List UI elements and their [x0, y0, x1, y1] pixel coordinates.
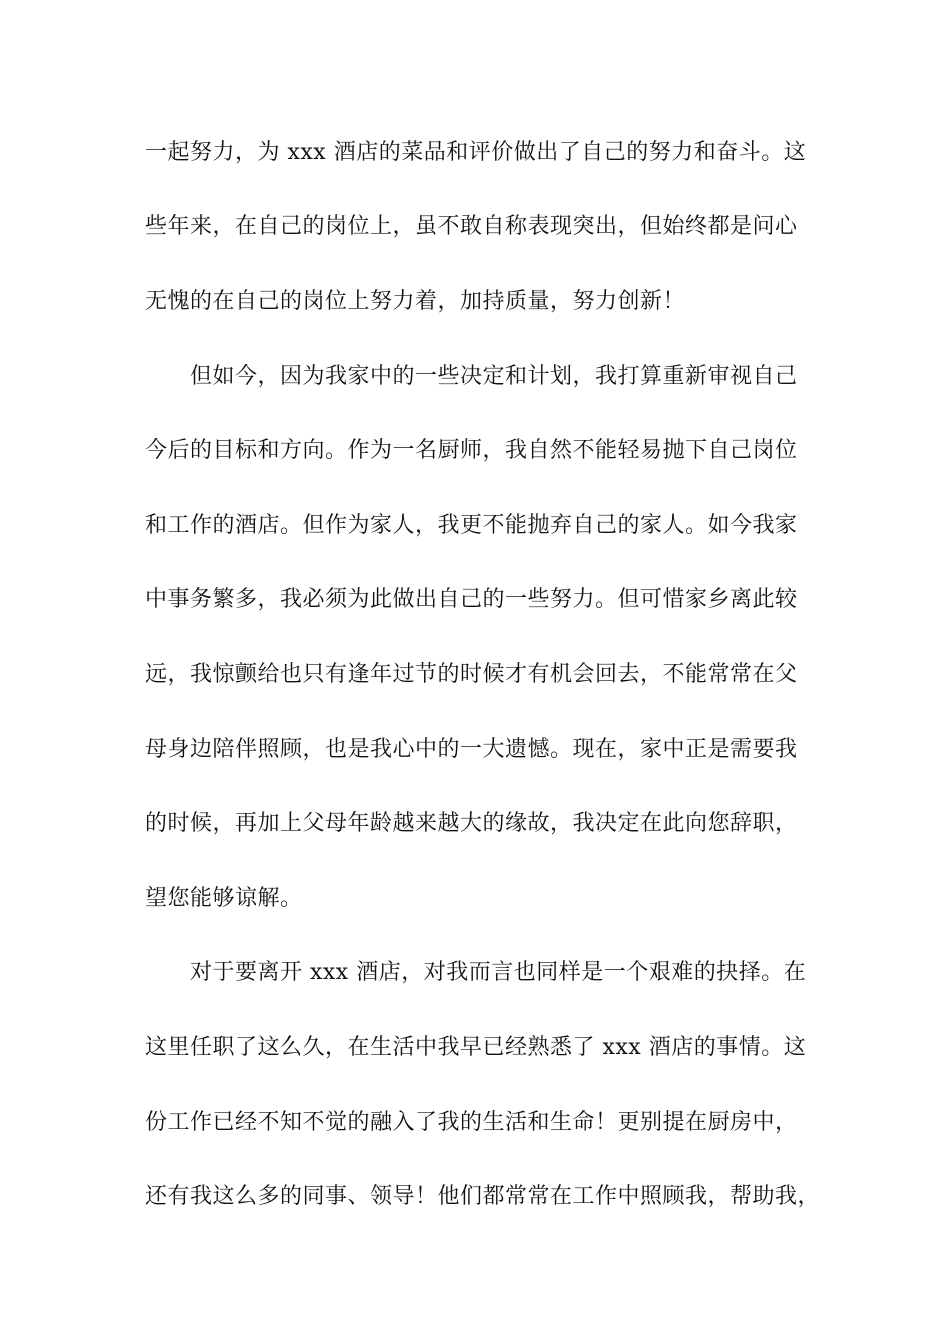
text-line-12-paragraph-start: 对于要离开 xxx 酒店，对我而言也同样是一个艰难的抉择。在 — [190, 960, 807, 985]
text-line-5: 今后的目标和方向。作为一名厨师，我自然不能轻易抛下自己岗位 — [145, 438, 798, 463]
text-line-6: 和工作的酒店。但作为家人，我更不能抛弃自己的家人。如今我家 — [145, 513, 798, 538]
text-line-15: 还有我这么多的同事、领导！他们都常常在工作中照顾我，帮助我， — [145, 1184, 821, 1209]
text-line-14: 份工作已经不知不觉的融入了我的生活和生命！更别提在厨房中， — [145, 1110, 798, 1135]
text-line-1: 一起努力，为 xxx 酒店的菜品和评价做出了自己的努力和奋斗。这 — [145, 140, 807, 165]
text-line-10: 的时候，再加上父母年龄越来越大的缘故，我决定在此向您辞职， — [145, 811, 798, 836]
text-line-7: 中事务繁多，我必须为此做出自己的一些努力。但可惜家乡离此较 — [145, 587, 798, 612]
text-line-8: 远，我惊颤给也只有逢年过节的时候才有机会回去，不能常常在父 — [145, 662, 798, 687]
text-line-9: 母身边陪伴照顾，也是我心中的一大遗憾。现在，家中正是需要我 — [145, 737, 798, 762]
text-line-13: 这里任职了这么久，在生活中我早已经熟悉了 xxx 酒店的事情。这 — [145, 1035, 807, 1060]
text-line-11: 望您能够谅解。 — [145, 886, 303, 911]
text-line-2: 些年来，在自己的岗位上，虽不敢自称表现突出，但始终都是问心 — [145, 214, 798, 239]
text-line-3: 无愧的在自己的岗位上努力着，加持质量，努力创新！ — [145, 289, 686, 314]
text-line-4-paragraph-start: 但如今，因为我家中的一些决定和计划，我打算重新审视自己 — [190, 364, 798, 389]
